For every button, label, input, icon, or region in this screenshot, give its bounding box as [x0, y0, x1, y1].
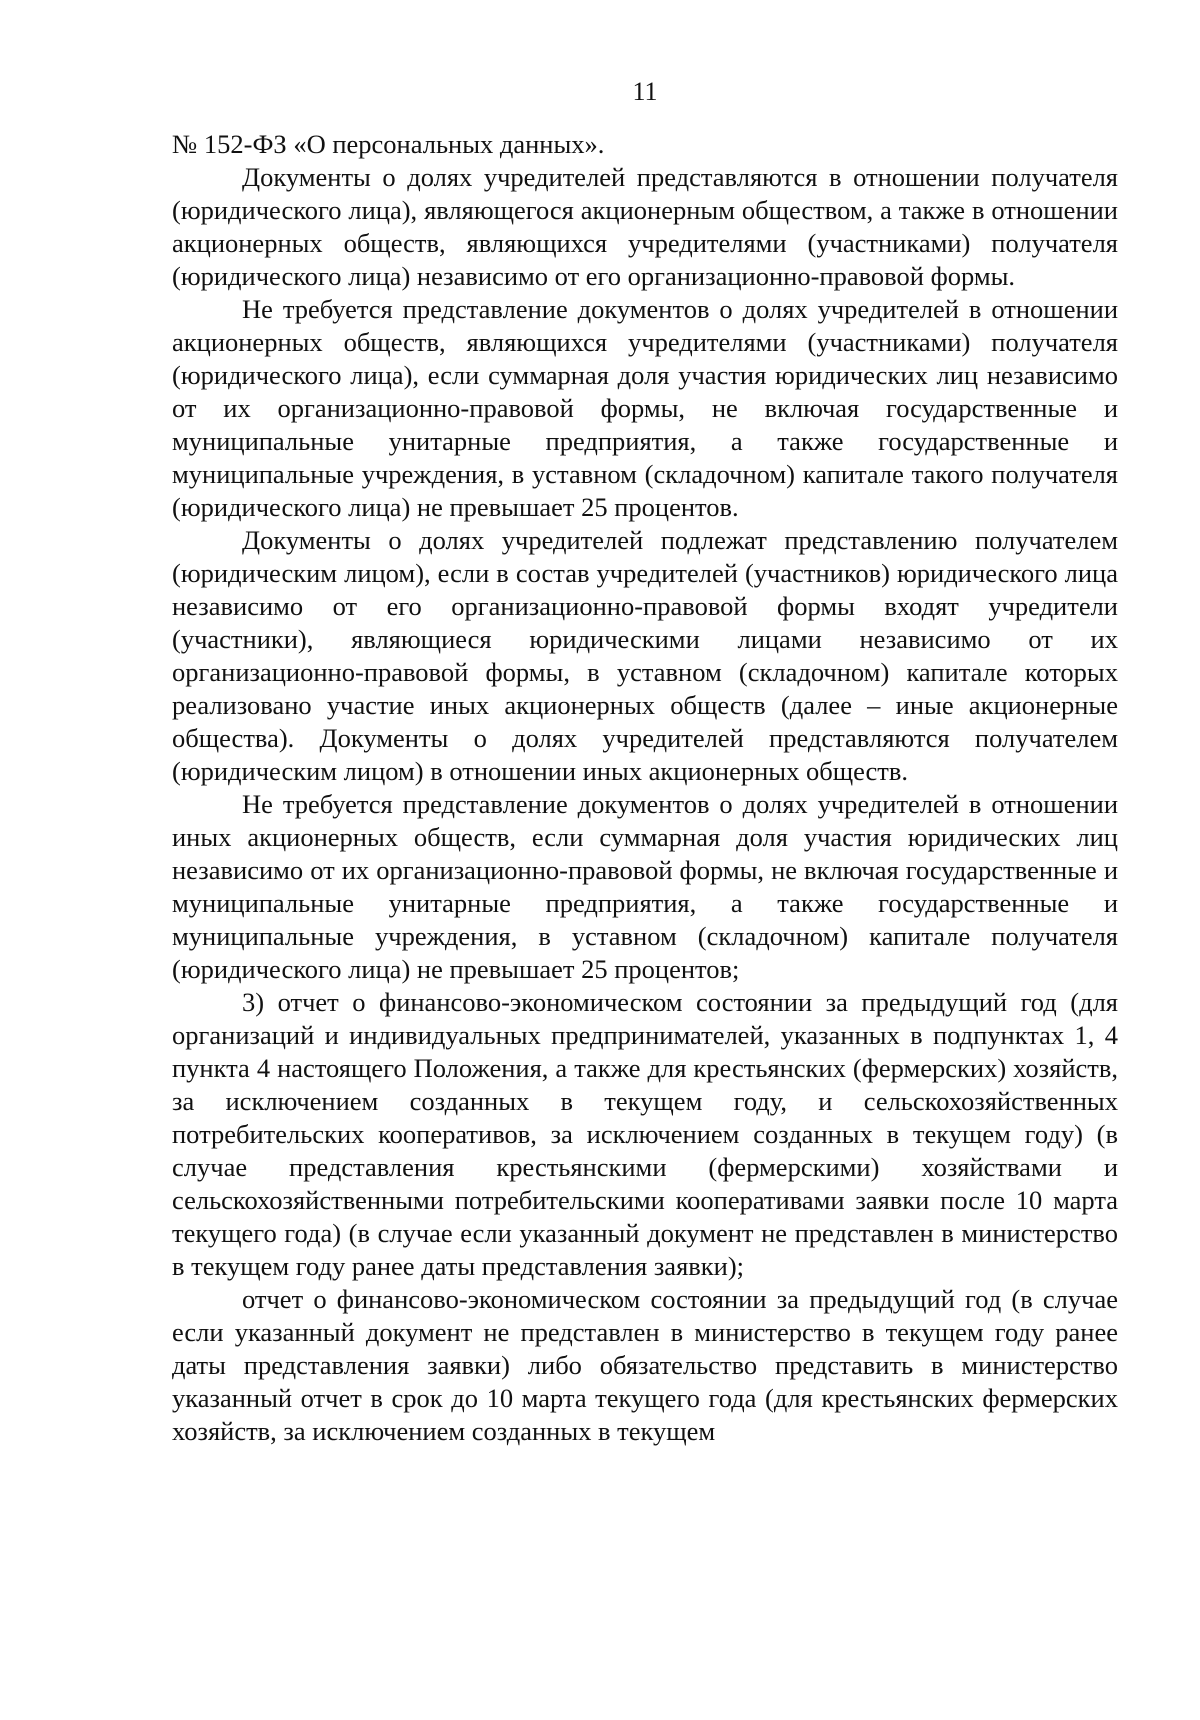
page-number: 11: [632, 77, 658, 106]
document-body: [172, 128, 1118, 1448]
paragraph-no-documents-required: Не требуется представление документов о долях учредителей в отношении акционерных обществ, являющихся учредителями (участниками) получателя (юридического лица), если суммарная доля участия юридических лиц независимо от их организационно-правовой формы, не включая государственные и муниципальные унитарные предприятия, а также государственные и муниципальные учреждения, в уставном (складочном) капитале такого получателя (юридического лица) не превышает 25 процентов.: [172, 294, 1118, 522]
paragraph-documents-subject-to-submission: Документы о долях учредителей подлежат представлению получателем (юридическим лицом), если в состав учредителей (участников) юридического лица независимо от его организационно-правовой формы входят учредители (участники), являющиеся юридическими лицами независимо от их организационно-правовой формы, в уставном (складочном) капитале которых реализовано участие иных акционерных обществ (далее – иные акционерные общества). Документы о долях учредителей представляются получателем (юридическим лицом) в отношении иных акционерных обществ.: [172, 525, 1118, 786]
paragraph-other-joint-stock-companies: Не требуется представление документов о долях учредителей в отношении иных акционерных обществ, если суммарная доля участия юридических лиц независимо от их организационно-правовой формы, не включая государственные и муниципальные унитарные предприятия, а также государственные и муниципальные учреждения, в уставном (складочном) капитале получателя (юридического лица) не превышает 25 процентов;: [172, 789, 1118, 984]
paragraph-continuation: № 152-ФЗ «О персональных данных».: [172, 129, 605, 159]
paragraph-item-3-financial-report: 3) отчет о финансово-экономическом состоянии за предыдущий год (для организаций и индивидуальных предпринимателей, указанных в подпунктах 1, 4 пункта 4 настоящего Положения, а также для крестьянских (фермерских) хозяйств, за исключением созданных в текущем году, и сельскохозяйственных потребительских кооперативов, за исключением созданных в текущем году) (в случае представления крестьянскими (фермерскими) хозяйствами и сельскохозяйственными потребительскими кооперативами заявки после 10 марта текущего года) (в случае если указанный документ не представлен в министерство в текущем году ранее даты представления заявки);: [172, 987, 1118, 1281]
paragraph-founders-shares: Документы о долях учредителей представляются в отношении получателя (юридического лица), являющегося акционерным обществом, а также в отношении акционерных обществ, являющихся учредителями (участниками) получателя (юридического лица) независимо от его организационно-правовой формы.: [172, 162, 1118, 291]
paragraph-financial-report-obligation: отчет о финансово-экономическом состоянии за предыдущий год (в случае если указанный документ не представлен в министерство в текущем году ранее даты представления заявки) либо обязательство представить в министерство указанный отчет в срок до 10 марта текущего года (для крестьянских фермерских хозяйств, за исключением созданных в текущем: [172, 1284, 1118, 1446]
